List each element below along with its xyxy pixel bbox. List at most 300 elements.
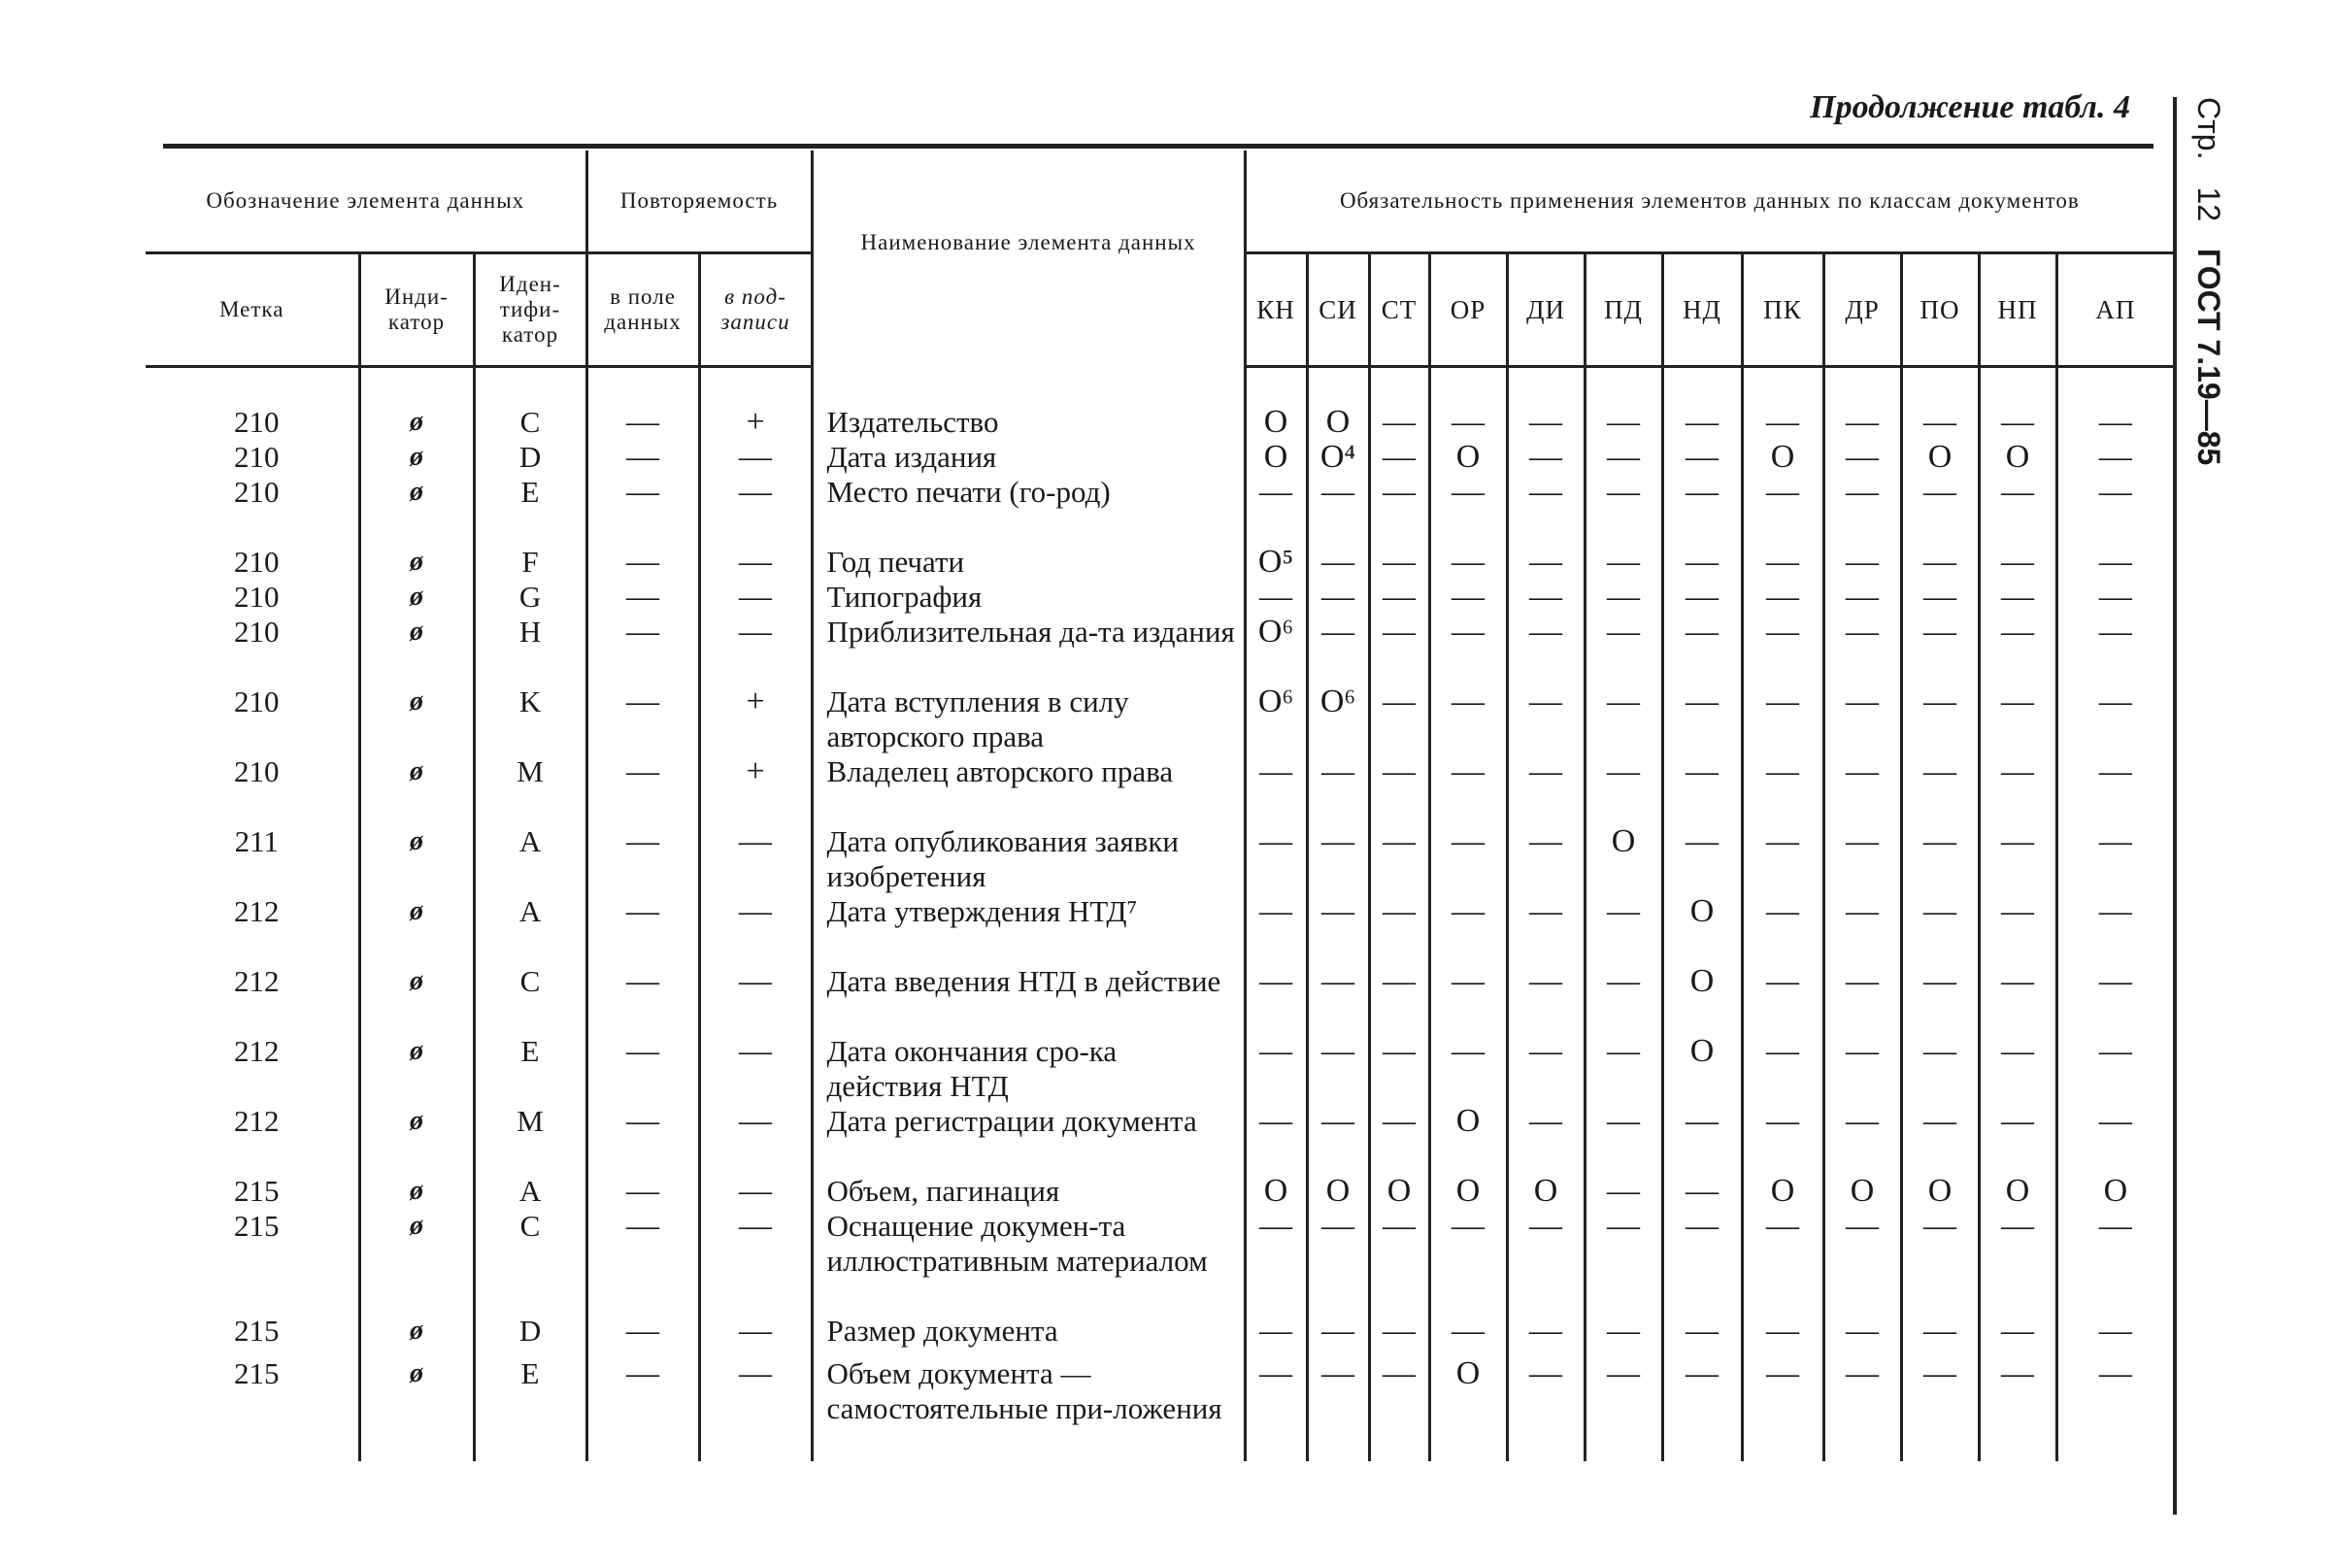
head-class-or: ОР [1429, 253, 1507, 367]
head-class-di: ДИ [1507, 253, 1585, 367]
cell-tag: 210 [234, 475, 280, 509]
cell-in-field: — [586, 545, 699, 580]
head-class-dr: ДР [1823, 253, 1901, 367]
cell-class-НП: — [1979, 580, 2056, 615]
cell-class-КН: O [1245, 1174, 1307, 1209]
cell-class-ПД: — [1585, 684, 1662, 754]
cell-class-ПО: — [1901, 964, 1979, 1034]
cell-element-name: Размер документа [812, 1314, 1245, 1356]
cell-class-ПО: — [1901, 1314, 1979, 1356]
cell-class-АП: — [2056, 1209, 2173, 1314]
cell-in-field: — [586, 964, 699, 1034]
cell-class-СТ: — [1369, 545, 1429, 580]
cell-class-ПД: — [1585, 1356, 1662, 1461]
side-page-label: Стр. [2191, 97, 2226, 160]
cell-class-АП: — [2056, 1034, 2173, 1104]
table-row [146, 545, 2173, 580]
cell-class-ПО: — [1901, 615, 1979, 684]
cell-class-ДИ: — [1507, 684, 1585, 754]
cell-class-СТ: — [1369, 1104, 1429, 1174]
table-row [146, 684, 2173, 754]
cell-class-СИ: — [1307, 824, 1369, 894]
cell-class-ДИ: — [1507, 405, 1585, 440]
cell-in-subfield: + [699, 405, 812, 440]
cell-identifier: A [474, 1174, 586, 1209]
cell-tag: 212 [234, 1104, 280, 1138]
cell-class-СТ: — [1369, 405, 1429, 440]
cell-element-name: Объем, пагинация [812, 1174, 1245, 1209]
cell-tag: 212 [234, 894, 280, 928]
cell-class-СТ: — [1369, 1356, 1429, 1461]
head-in-subfield: в под-записи [699, 253, 812, 367]
cell-class-СИ: — [1307, 1034, 1369, 1104]
cell-identifier: C [474, 964, 586, 1034]
cell-class-ПК: — [1742, 475, 1823, 545]
cell-class-НД: — [1662, 545, 1742, 580]
cell-class-НД: — [1662, 1356, 1742, 1461]
cell-class-КН: O⁶ [1245, 615, 1307, 684]
cell-class-СИ: O [1307, 405, 1369, 440]
cell-in-subfield: — [699, 580, 812, 615]
table-row [146, 1209, 2173, 1314]
cell-class-АП: — [2056, 824, 2173, 894]
cell-class-НП: — [1979, 964, 2056, 1034]
table-row [146, 824, 2173, 894]
cell-in-field: — [586, 684, 699, 754]
cell-class-ПО: — [1901, 824, 1979, 894]
cell-class-СИ: O⁶ [1307, 684, 1369, 754]
cell-class-АП: — [2056, 440, 2173, 475]
cell-class-ПК: — [1742, 684, 1823, 754]
cell-class-ПК: — [1742, 894, 1823, 964]
cell-identifier: E [474, 1356, 586, 1461]
cell-class-НД: — [1662, 754, 1742, 824]
cell-class-АП: — [2056, 405, 2173, 440]
cell-class-НП: — [1979, 545, 2056, 580]
cell-class-ОР: — [1429, 1209, 1507, 1314]
cell-class-НП: — [1979, 475, 2056, 545]
table-row [146, 894, 2173, 964]
cell-class-ДИ: — [1507, 580, 1585, 615]
cell-in-subfield: — [699, 964, 812, 1034]
cell-in-field: — [586, 824, 699, 894]
cell-indicator: ø [359, 684, 474, 754]
cell-class-НД: — [1662, 1104, 1742, 1174]
cell-in-field: — [586, 1314, 699, 1356]
cell-class-ПД: — [1585, 964, 1662, 1034]
cell-identifier: D [474, 440, 586, 475]
cell-class-ОР: — [1429, 615, 1507, 684]
cell-class-ПД: O [1585, 824, 1662, 894]
side-rule [2173, 97, 2177, 1515]
cell-class-ОР: — [1429, 824, 1507, 894]
head-obligatory: Обязательность применения элементов данных по классам документов [1245, 150, 2173, 253]
cell-in-subfield: — [699, 1174, 812, 1209]
cell-element-name: Оснащение докумен-та иллюстративным материалом [812, 1209, 1245, 1314]
cell-class-ПД: — [1585, 545, 1662, 580]
cell-class-ДИ: — [1507, 824, 1585, 894]
cell-tag: 210 [234, 754, 280, 788]
cell-class-ДИ: — [1507, 894, 1585, 964]
cell-class-АП: — [2056, 754, 2173, 824]
cell-class-ПД: — [1585, 405, 1662, 440]
cell-indicator: ø [359, 1104, 474, 1174]
cell-class-ДИ: — [1507, 545, 1585, 580]
cell-class-ПД: — [1585, 754, 1662, 824]
cell-in-subfield: — [699, 1104, 812, 1174]
cell-indicator: ø [359, 754, 474, 824]
cell-tag: 210 [234, 440, 280, 474]
cell-class-СТ: — [1369, 754, 1429, 824]
cell-indicator: ø [359, 545, 474, 580]
cell-class-ПК: — [1742, 1104, 1823, 1174]
cell-class-ДИ: — [1507, 964, 1585, 1034]
cell-class-КН: — [1245, 824, 1307, 894]
table-row [146, 1104, 2173, 1174]
cell-class-АП: — [2056, 1104, 2173, 1174]
cell-class-КН: — [1245, 1314, 1307, 1356]
cell-element-name: Приблизительная да-та издания [812, 615, 1245, 684]
cell-class-ДР: — [1823, 754, 1901, 824]
cell-class-СИ: — [1307, 615, 1369, 684]
cell-class-КН: — [1245, 894, 1307, 964]
cell-class-ПК: — [1742, 580, 1823, 615]
cell-indicator: ø [359, 405, 474, 440]
cell-class-ОР: — [1429, 964, 1507, 1034]
cell-class-ДИ: — [1507, 1356, 1585, 1461]
table-row [146, 615, 2173, 684]
cell-class-ДР: — [1823, 684, 1901, 754]
cell-in-field: — [586, 615, 699, 684]
head-class-st: СТ [1369, 253, 1429, 367]
cell-class-ДР: — [1823, 405, 1901, 440]
cell-class-СИ: O⁴ [1307, 440, 1369, 475]
cell-class-НП: — [1979, 405, 2056, 440]
cell-in-field: — [586, 580, 699, 615]
cell-class-НП: — [1979, 824, 2056, 894]
cell-element-name: Издательство [812, 405, 1245, 440]
cell-in-field: — [586, 754, 699, 824]
cell-class-ПК: — [1742, 754, 1823, 824]
cell-class-КН: — [1245, 1034, 1307, 1104]
cell-element-name: Объем документа — самостоятельные при-ложения [812, 1356, 1245, 1461]
cell-identifier: A [474, 824, 586, 894]
cell-class-ОР: — [1429, 545, 1507, 580]
cell-class-ДР: — [1823, 615, 1901, 684]
cell-class-АП: — [2056, 684, 2173, 754]
cell-class-ПО: — [1901, 545, 1979, 580]
head-class-kn: КН [1245, 253, 1307, 367]
body-top-spacer [146, 367, 2173, 406]
cell-class-ПО: — [1901, 1034, 1979, 1104]
cell-class-КН: O⁶ [1245, 684, 1307, 754]
cell-class-ДР: — [1823, 580, 1901, 615]
cell-class-СТ: — [1369, 580, 1429, 615]
head-class-pk: ПК [1742, 253, 1823, 367]
cell-class-АП: — [2056, 545, 2173, 580]
head-class-nd: НД [1662, 253, 1742, 367]
cell-class-СТ: — [1369, 684, 1429, 754]
cell-indicator: ø [359, 1034, 474, 1104]
cell-indicator: ø [359, 580, 474, 615]
table-row [146, 440, 2173, 475]
cell-class-НП: — [1979, 894, 2056, 964]
cell-class-ДР: — [1823, 824, 1901, 894]
cell-class-ДИ: O [1507, 1174, 1585, 1209]
cell-identifier: E [474, 1034, 586, 1104]
cell-in-subfield: + [699, 684, 812, 754]
cell-class-ДР: — [1823, 545, 1901, 580]
head-class-ap: АП [2056, 253, 2173, 367]
table-row [146, 405, 2173, 440]
cell-class-НД: — [1662, 1209, 1742, 1314]
cell-tag: 215 [234, 1314, 280, 1348]
cell-class-КН: — [1245, 475, 1307, 545]
cell-tag: 212 [234, 964, 280, 998]
cell-class-ДР: — [1823, 1314, 1901, 1356]
cell-class-ДР: — [1823, 1356, 1901, 1461]
cell-class-ОР: — [1429, 684, 1507, 754]
cell-element-name: Владелец авторского права [812, 754, 1245, 824]
cell-class-НД: — [1662, 1174, 1742, 1209]
cell-class-АП: — [2056, 615, 2173, 684]
cell-in-subfield: + [699, 754, 812, 824]
cell-identifier: M [474, 1104, 586, 1174]
cell-class-АП: — [2056, 580, 2173, 615]
head-identifier: Иден-тифи-катор [474, 253, 586, 367]
head-class-po: ПО [1901, 253, 1979, 367]
cell-identifier: F [474, 545, 586, 580]
cell-indicator: ø [359, 475, 474, 545]
cell-in-field: — [586, 405, 699, 440]
cell-class-ДИ: — [1507, 475, 1585, 545]
cell-element-name: Год печати [812, 545, 1245, 580]
cell-class-НП: O [1979, 440, 2056, 475]
cell-class-ОР: — [1429, 1034, 1507, 1104]
cell-in-subfield: — [699, 615, 812, 684]
cell-class-КН: — [1245, 964, 1307, 1034]
cell-class-ПД: — [1585, 1314, 1662, 1356]
cell-identifier: C [474, 1209, 586, 1314]
cell-class-ПК: — [1742, 1209, 1823, 1314]
cell-in-field: — [586, 1104, 699, 1174]
cell-indicator: ø [359, 1314, 474, 1356]
cell-class-ОР: — [1429, 475, 1507, 545]
cell-class-ПО: — [1901, 1209, 1979, 1314]
cell-tag: 210 [234, 684, 280, 718]
side-running-head [2187, 97, 2231, 544]
cell-class-СТ: — [1369, 615, 1429, 684]
cell-class-НП: — [1979, 754, 2056, 824]
cell-in-field: — [586, 1356, 699, 1461]
cell-class-ОР: — [1429, 894, 1507, 964]
cell-class-КН: — [1245, 1356, 1307, 1461]
head-element-designation: Обозначение элемента данных [146, 150, 586, 253]
table-row [146, 1174, 2173, 1209]
cell-identifier: A [474, 894, 586, 964]
cell-class-ДИ: — [1507, 615, 1585, 684]
cell-class-ПО: — [1901, 405, 1979, 440]
cell-class-НД: — [1662, 405, 1742, 440]
cell-class-НП: — [1979, 1314, 2056, 1356]
cell-identifier: G [474, 580, 586, 615]
head-class-si: СИ [1307, 253, 1369, 367]
cell-class-СИ: — [1307, 894, 1369, 964]
cell-in-subfield: — [699, 440, 812, 475]
cell-indicator: ø [359, 615, 474, 684]
cell-identifier: H [474, 615, 586, 684]
cell-class-ДИ: — [1507, 1034, 1585, 1104]
cell-class-ОР: — [1429, 1314, 1507, 1356]
table-row [146, 475, 2173, 545]
head-tag: Метка [146, 253, 359, 367]
cell-class-СТ: — [1369, 894, 1429, 964]
cell-class-НД: O [1662, 964, 1742, 1034]
cell-class-ПК: — [1742, 545, 1823, 580]
cell-in-subfield: — [699, 475, 812, 545]
cell-tag: 211 [234, 824, 279, 858]
cell-class-СИ: — [1307, 1356, 1369, 1461]
cell-identifier: C [474, 405, 586, 440]
cell-class-НД: — [1662, 440, 1742, 475]
cell-in-field: — [586, 1034, 699, 1104]
cell-class-ОР: — [1429, 405, 1507, 440]
cell-tag: 215 [234, 1209, 280, 1243]
cell-class-ПД: — [1585, 1174, 1662, 1209]
cell-class-СТ: — [1369, 1209, 1429, 1314]
cell-class-АП: — [2056, 894, 2173, 964]
cell-indicator: ø [359, 894, 474, 964]
cell-element-name: Дата издания [812, 440, 1245, 475]
continuation-caption: Продолжение табл. 4 [1810, 89, 2130, 125]
cell-in-field: — [586, 1174, 699, 1209]
cell-class-ОР: O [1429, 440, 1507, 475]
cell-indicator: ø [359, 1209, 474, 1314]
cell-class-НД: O [1662, 894, 1742, 964]
cell-in-subfield: — [699, 545, 812, 580]
cell-element-name: Типография [812, 580, 1245, 615]
cell-element-name: Место печати (го-род) [812, 475, 1245, 545]
cell-tag: 210 [234, 615, 280, 649]
head-class-np: НП [1979, 253, 2056, 367]
cell-class-ПК: — [1742, 824, 1823, 894]
cell-class-КН: — [1245, 580, 1307, 615]
cell-class-СИ: — [1307, 580, 1369, 615]
cell-in-subfield: — [699, 1356, 812, 1461]
cell-class-СТ: — [1369, 475, 1429, 545]
cell-class-НП: — [1979, 1209, 2056, 1314]
cell-tag: 210 [234, 405, 280, 439]
cell-class-ПК: — [1742, 615, 1823, 684]
cell-tag: 215 [234, 1174, 280, 1208]
cell-class-ПК: — [1742, 1034, 1823, 1104]
cell-element-name: Дата опубликования заявки изобретения [812, 824, 1245, 894]
cell-in-subfield: — [699, 1314, 812, 1356]
cell-class-ДР: — [1823, 1209, 1901, 1314]
cell-class-СТ: — [1369, 1314, 1429, 1356]
cell-class-НП: — [1979, 1356, 2056, 1461]
cell-class-СИ: — [1307, 1314, 1369, 1356]
cell-class-СИ: — [1307, 1209, 1369, 1314]
cell-class-ОР: — [1429, 580, 1507, 615]
cell-class-ПК: — [1742, 1356, 1823, 1461]
cell-class-СТ: — [1369, 964, 1429, 1034]
cell-class-ДР: — [1823, 894, 1901, 964]
cell-element-name: Дата вступления в силу авторского права [812, 684, 1245, 754]
head-class-pd: ПД [1585, 253, 1662, 367]
cell-element-name: Дата окончания сро-ка действия НТД [812, 1034, 1245, 1104]
cell-in-subfield: — [699, 894, 812, 964]
cell-class-НД: O [1662, 1034, 1742, 1104]
cell-class-ДИ: — [1507, 1314, 1585, 1356]
cell-class-КН: — [1245, 754, 1307, 824]
cell-class-ОР: O [1429, 1104, 1507, 1174]
cell-class-ДР: — [1823, 440, 1901, 475]
cell-indicator: ø [359, 1356, 474, 1461]
cell-class-ПК: — [1742, 1314, 1823, 1356]
table-row [146, 754, 2173, 824]
cell-class-ПО: — [1901, 754, 1979, 824]
cell-class-ПО: O [1901, 1174, 1979, 1209]
cell-in-subfield: — [699, 1034, 812, 1104]
cell-class-АП: O [2056, 1174, 2173, 1209]
cell-class-ОР: O [1429, 1174, 1507, 1209]
cell-element-name: Дата введения НТД в действие [812, 964, 1245, 1034]
cell-class-СИ: — [1307, 545, 1369, 580]
cell-class-СТ: — [1369, 1034, 1429, 1104]
cell-class-АП: — [2056, 475, 2173, 545]
cell-class-НД: — [1662, 475, 1742, 545]
cell-class-ПД: — [1585, 580, 1662, 615]
cell-class-ПО: — [1901, 1356, 1979, 1461]
cell-class-ДИ: — [1507, 1104, 1585, 1174]
cell-class-НП: — [1979, 1104, 2056, 1174]
cell-class-КН: — [1245, 1104, 1307, 1174]
side-page-number: 12 [2191, 186, 2226, 222]
cell-tag: 210 [234, 580, 280, 614]
cell-class-ПД: — [1585, 615, 1662, 684]
cell-class-ПК: O [1742, 440, 1823, 475]
cell-class-ДИ: — [1507, 440, 1585, 475]
cell-class-ДР: — [1823, 964, 1901, 1034]
cell-class-ПО: — [1901, 894, 1979, 964]
cell-class-АП: — [2056, 1356, 2173, 1461]
cell-class-СИ: — [1307, 964, 1369, 1034]
table-row [146, 1034, 2173, 1104]
cell-indicator: ø [359, 440, 474, 475]
cell-class-ОР: — [1429, 754, 1507, 824]
cell-class-ПД: — [1585, 475, 1662, 545]
cell-in-subfield: — [699, 824, 812, 894]
cell-class-НД: — [1662, 615, 1742, 684]
cell-class-СТ: — [1369, 824, 1429, 894]
cell-class-ПД: — [1585, 1209, 1662, 1314]
cell-in-subfield: — [699, 1209, 812, 1314]
cell-indicator: ø [359, 1174, 474, 1209]
cell-class-ПК: O [1742, 1174, 1823, 1209]
head-in-field: в поле данных [586, 253, 699, 367]
cell-class-ПО: — [1901, 475, 1979, 545]
cell-class-СТ: — [1369, 440, 1429, 475]
cell-class-НП: — [1979, 615, 2056, 684]
cell-in-field: — [586, 475, 699, 545]
table-row [146, 964, 2173, 1034]
cell-in-field: — [586, 440, 699, 475]
cell-class-ПО: — [1901, 580, 1979, 615]
cell-class-ДИ: — [1507, 1209, 1585, 1314]
cell-class-ПД: — [1585, 894, 1662, 964]
cell-class-ПО: O [1901, 440, 1979, 475]
